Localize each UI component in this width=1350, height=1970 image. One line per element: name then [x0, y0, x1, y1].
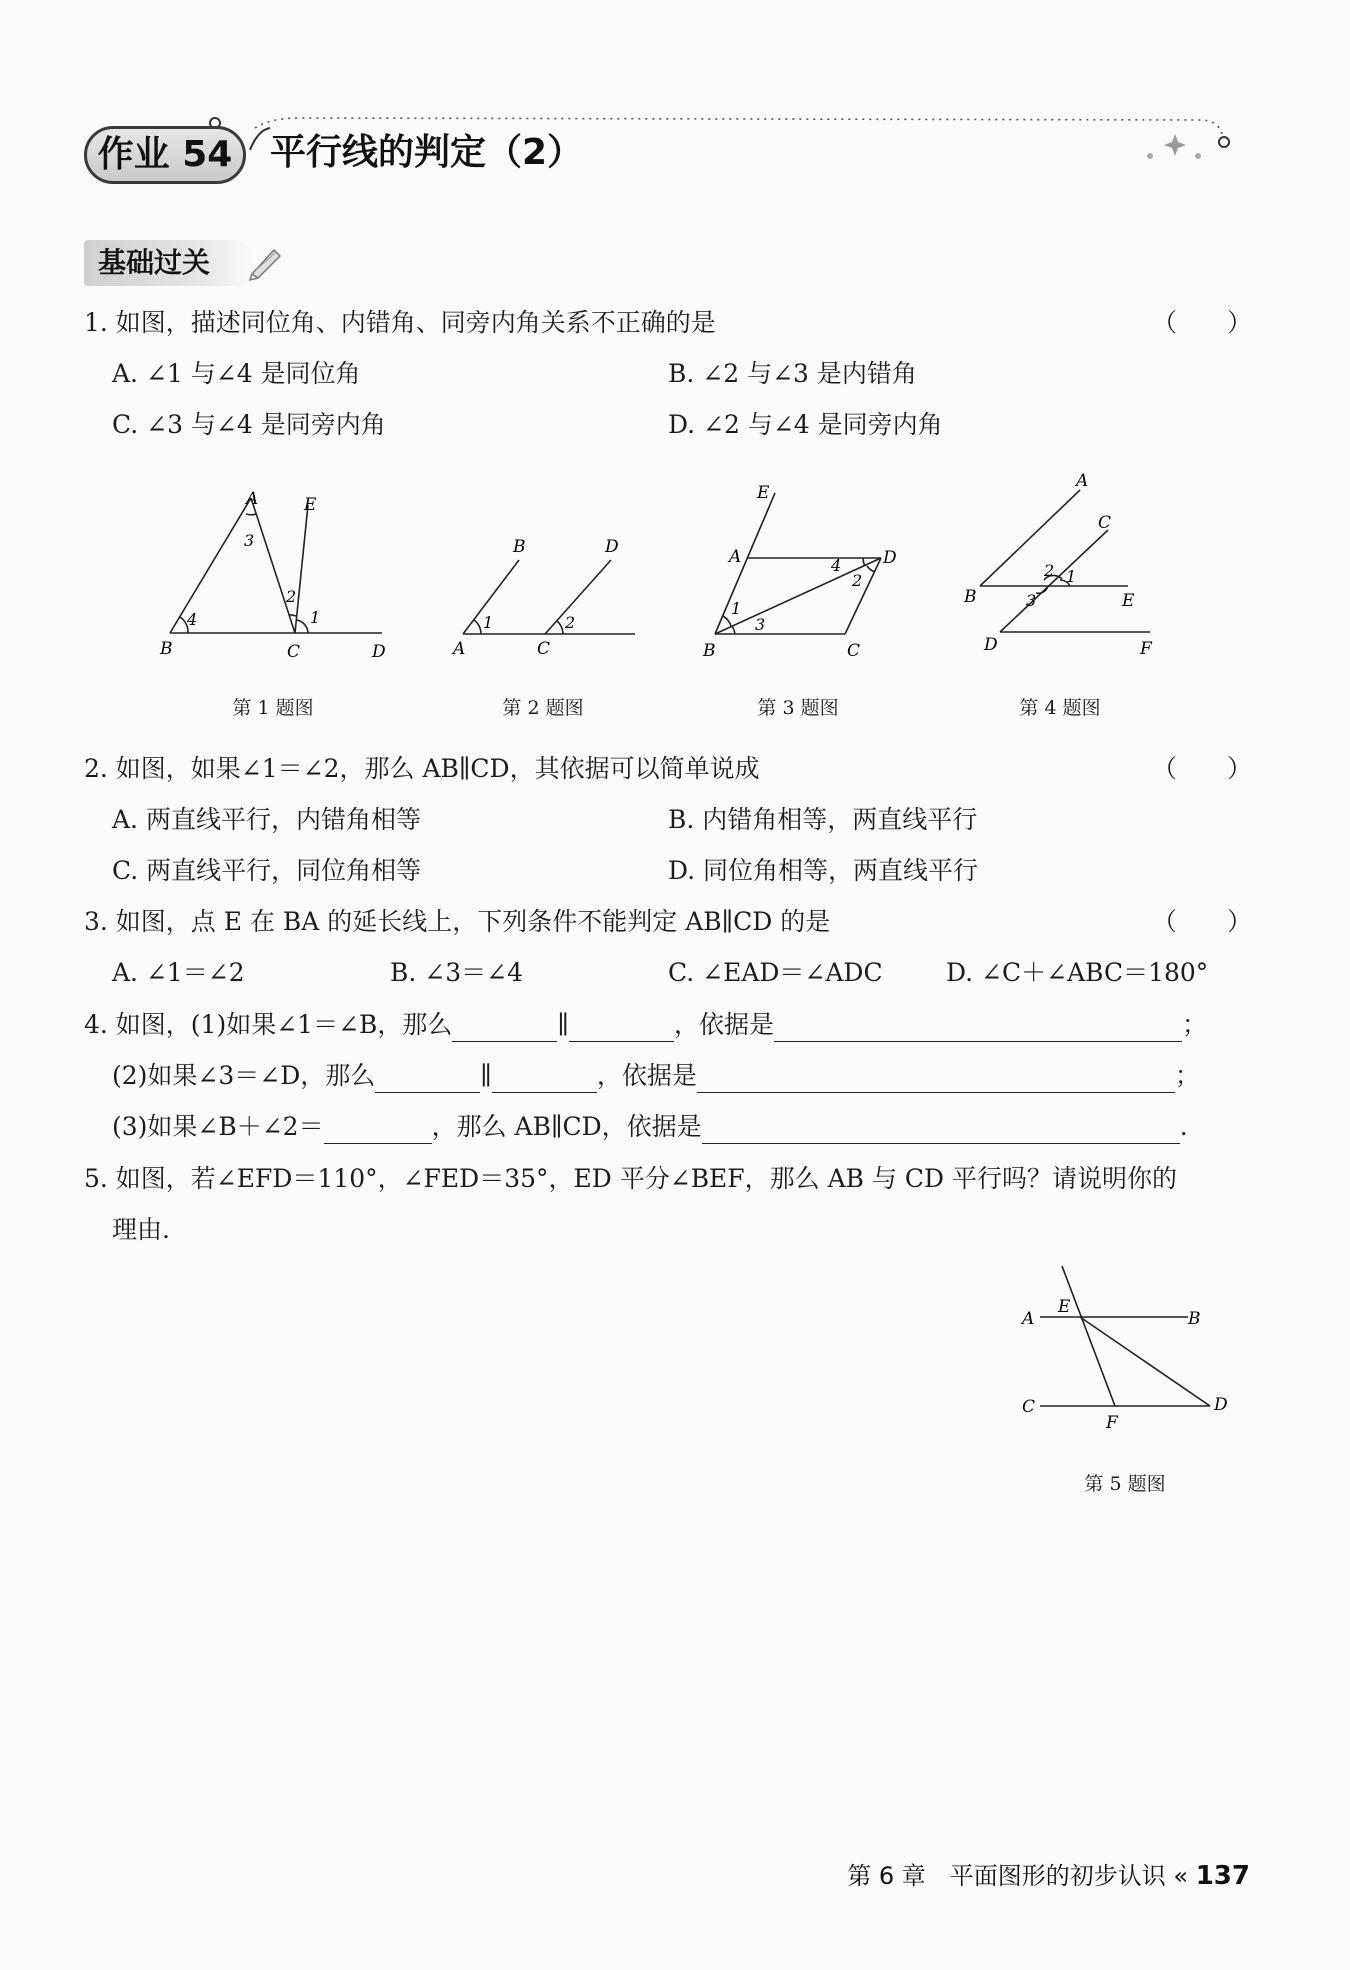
fig4-label: C — [1098, 513, 1112, 533]
fig1-label: E — [304, 495, 317, 515]
q3-option-c: C. ∠EAD＝∠ADC — [668, 958, 883, 987]
q4-l1-end: ； — [1181, 1010, 1207, 1039]
q4-l3-text: (3)如果∠B＋∠2＝ — [112, 1112, 324, 1141]
fig2-label: A — [453, 639, 466, 659]
pencil-icon — [246, 242, 286, 282]
fig4-label: D — [984, 635, 998, 655]
q4-blank-1[interactable] — [452, 1013, 557, 1042]
fig4-label: A — [1076, 471, 1089, 491]
fig4-caption: 第 4 题图 — [1019, 697, 1101, 719]
q2-answer-paren[interactable]: （ ） — [1152, 754, 1253, 783]
footer-chapter: 第 6 章 平面图形的初步认识 — [847, 1862, 1166, 1890]
q4-blank-3[interactable] — [774, 1013, 1182, 1042]
q2-stem: 2. 如图，如果∠1＝∠2，那么 AB∥CD，其依据可以简单说成 — [84, 754, 760, 783]
fig3-caption: 第 3 题图 — [757, 697, 839, 719]
q1-option-c: C. ∠3 与∠4 是同旁内角 — [112, 410, 386, 439]
fig5-label: C — [1022, 1397, 1036, 1417]
fig2-caption: 第 2 题图 — [502, 697, 584, 719]
q1-option-b: B. ∠2 与∠3 是内错角 — [668, 359, 917, 388]
figure-5 — [1010, 1262, 1240, 1432]
q1-option-d: D. ∠2 与∠4 是同旁内角 — [668, 410, 943, 439]
q3-option-b: B. ∠3＝∠4 — [390, 958, 523, 987]
q4-parallel-symbol: ∥ — [557, 1010, 569, 1039]
fig5-label: D — [1214, 1395, 1228, 1415]
fig2-label: 1 — [483, 613, 494, 632]
fig1-caption: 第 1 题图 — [232, 697, 314, 719]
fig3-label: 1 — [731, 599, 742, 618]
fig5-label: B — [1188, 1309, 1201, 1329]
q1-option-a: A. ∠1 与∠4 是同位角 — [112, 359, 361, 388]
fig5-label: A — [1022, 1309, 1035, 1329]
figure-3 — [695, 478, 925, 668]
fig1-label: B — [160, 639, 173, 659]
q4-l2-text: (2)如果∠3＝∠D，那么 — [112, 1061, 376, 1090]
fig1-label: C — [287, 642, 301, 662]
q4-line-1 — [84, 1008, 1207, 1042]
fig4-label: E — [1122, 591, 1135, 611]
fig3-label: 3 — [755, 615, 766, 634]
q2-option-c: C. 两直线平行，同位角相等 — [112, 856, 422, 885]
page-number: 137 — [1195, 1861, 1250, 1891]
q3-stem: 3. 如图，点 E 在 BA 的延长线上，下列条件不能判定 AB∥CD 的是 — [84, 907, 831, 936]
section-tag: 基础过关 — [84, 240, 254, 286]
q4-blank-2[interactable] — [569, 1013, 674, 1042]
q4-blank-5[interactable] — [492, 1064, 597, 1093]
q2-option-b: B. 内错角相等，两直线平行 — [668, 805, 978, 834]
fig4-label: 3 — [1026, 591, 1037, 610]
figure-2 — [445, 530, 645, 670]
homework-title: 平行线的判定（2） — [270, 132, 584, 173]
fig3-label: A — [729, 547, 742, 567]
q3-option-a: A. ∠1＝∠2 — [112, 958, 245, 987]
q4-line-2 — [112, 1059, 1200, 1093]
q1-answer-paren[interactable]: （ ） — [1152, 308, 1253, 337]
q5-line-2: 理由. — [112, 1215, 170, 1244]
q4-l1-text: 4. 如图，(1)如果∠1＝∠B，那么 — [84, 1010, 453, 1039]
q5-line-1: 5. 如图，若∠EFD＝110°，∠FED＝35°，ED 平分∠BEF，那么 AB 与 CD 平行吗？请说明你的 — [84, 1164, 1178, 1193]
fig3-label: C — [847, 641, 861, 661]
q4-l2-end: ； — [1174, 1061, 1200, 1090]
q4-l1-basis: ，依据是 — [673, 1010, 774, 1039]
page-footer — [847, 1860, 1250, 1892]
fig5-label: E — [1058, 1297, 1071, 1317]
q4-l2-basis: ，依据是 — [596, 1061, 697, 1090]
fig4-label: 2 — [1044, 561, 1055, 580]
q4-blank-4[interactable] — [375, 1064, 480, 1093]
fig3-label: 2 — [852, 571, 863, 590]
fig1-label: 2 — [286, 587, 297, 606]
figure-4 — [960, 462, 1160, 672]
fig5-caption: 第 5 题图 — [1084, 1473, 1166, 1495]
fig2-label: C — [537, 639, 551, 659]
fig5-label: F — [1106, 1413, 1118, 1432]
chevron-left-icon: « — [1173, 1862, 1189, 1890]
fig4-label: B — [964, 587, 977, 607]
fig2-label: B — [513, 537, 526, 557]
q4-l3-end: . — [1179, 1112, 1188, 1141]
fig1-label: 3 — [244, 531, 255, 550]
fig1-label: A — [246, 489, 259, 509]
q4-blank-6[interactable] — [697, 1064, 1175, 1093]
q4-blank-7[interactable] — [324, 1115, 432, 1144]
q1-stem: 1. 如图，描述同位角、内错角、同旁内角关系不正确的是 — [84, 308, 716, 337]
fig4-label: F — [1140, 639, 1152, 659]
q4-l3-basis: ，那么 AB∥CD，依据是 — [431, 1112, 702, 1141]
fig3-label: D — [883, 548, 897, 568]
fig3-label: E — [757, 483, 770, 503]
fig2-label: 2 — [565, 613, 576, 632]
fig3-label: 4 — [831, 556, 842, 575]
fig1-label: D — [372, 642, 386, 662]
q4-line-3 — [112, 1110, 1188, 1144]
q3-option-d: D. ∠C＋∠ABC＝180° — [946, 958, 1209, 987]
fig3-label: B — [703, 641, 716, 661]
fig1-label: 1 — [310, 608, 321, 627]
q4-blank-8[interactable] — [702, 1115, 1180, 1144]
q4-parallel-symbol: ∥ — [480, 1061, 492, 1090]
q2-option-d: D. 同位角相等，两直线平行 — [668, 856, 979, 885]
fig4-label: 1 — [1066, 567, 1077, 586]
homework-badge: 作业 54 — [84, 126, 246, 184]
fig1-label: 4 — [187, 610, 198, 629]
fig2-label: D — [605, 537, 619, 557]
q2-option-a: A. 两直线平行，内错角相等 — [112, 805, 421, 834]
figure-1 — [150, 480, 400, 670]
q3-answer-paren[interactable]: （ ） — [1152, 907, 1253, 936]
